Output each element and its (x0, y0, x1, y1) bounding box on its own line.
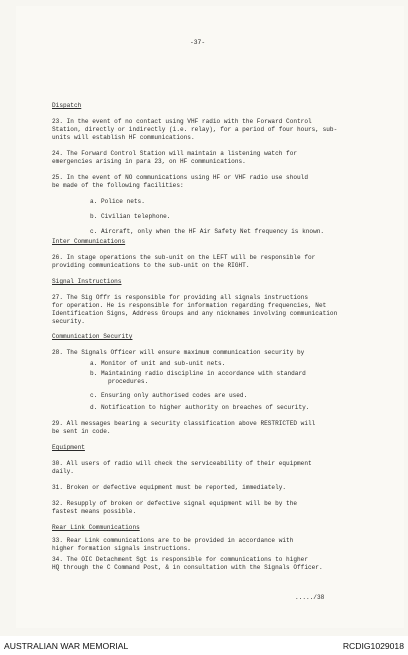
body-text-line: a. Police nets. (90, 198, 145, 205)
body-text-line: emergencies arising in para 23, on HF communications. (52, 158, 246, 165)
page-number: -37- (190, 39, 206, 46)
section-heading: Communication Security (52, 333, 133, 340)
body-text-line: 29. All messages bearing a security classification above RESTRICTED will (52, 420, 316, 427)
body-text-line: b. Civilian telephone. (90, 213, 171, 220)
body-text-line: security. (52, 318, 85, 325)
body-text-line: be made of the following facilities: (52, 182, 184, 189)
body-text-line: daily. (52, 468, 74, 475)
body-text-line: Identification Signs, Address Groups and any nicknames involving communication (52, 310, 338, 317)
body-text-line: d. Notification to higher authority on breaches of security. (90, 404, 310, 411)
section-heading: Equipment (52, 444, 85, 451)
body-text-line: be sent in code. (52, 428, 111, 435)
section-heading: Signal Instructions (52, 278, 122, 285)
body-text-line: c. Aircraft, only when the HF Air Safety Net frequency is known. (90, 228, 325, 235)
body-text-line: for operation. He is responsible for information regarding frequencies, Net (52, 302, 327, 309)
body-text-line: 30. All users of radio will check the serviceability of their equipment (52, 460, 312, 467)
body-text-line: 33. Rear Link communications are to be provided in accordance with (52, 537, 294, 544)
body-text-line: units will establish HF communications. (52, 134, 195, 141)
body-text-line: 26. In stage operations the sub-unit on the LEFT will be responsible for (52, 254, 316, 261)
body-text-line: procedures. (108, 378, 149, 385)
body-text-line: c. Ensuring only authorised codes are used. (90, 392, 248, 399)
body-text-line: 23. In the event of no contact using VHF radio with the Forward Control (52, 118, 312, 125)
body-text-line: 25. In the event of NO communications using HF or VHF radio use should (52, 174, 308, 181)
body-text-line: 32. Resupply of broken or defective signal equipment will be by the (52, 500, 298, 507)
body-text-line: fastest means possible. (52, 508, 137, 515)
body-text-line: HQ through the C Command Post, & in consultation with the Signals Officer. (52, 564, 323, 571)
body-text-line: providing communications to the sub-unit on the RIGHT. (52, 262, 250, 269)
body-text-line: 28. The Signals Officer will ensure maximum communication security by (52, 349, 305, 356)
section-heading: Rear Link Communications (52, 524, 140, 531)
footer-record-id: RCDIG1029018 (342, 641, 404, 651)
body-text-line: 34. The OIC Detachment Sgt is responsible for communications to higher (52, 556, 308, 563)
body-text-line: 31. Broken or defective equipment must be reported, immediately. (52, 484, 287, 491)
section-heading: Inter Communications (52, 238, 126, 245)
body-text-line: 27. The Sig Offr is responsible for providing all signals instructions (52, 294, 308, 301)
body-text-line: b. Maintaining radio discipline in accordance with standard (90, 370, 306, 377)
footer-institution: AUSTRALIAN WAR MEMORIAL (4, 641, 129, 651)
body-text-line: Station, directly or indirectly (i.e. relay), for a period of four hours, sub- (52, 126, 338, 133)
archive-footer (0, 636, 408, 654)
section-heading: Dispatch (52, 102, 82, 109)
body-text-line: higher formation signals instructions. (52, 545, 191, 552)
body-text-line: 24. The Forward Control Station will maintain a listening watch for (52, 150, 298, 157)
body-text-line: a. Monitor of unit and sub-unit nets. (90, 360, 226, 367)
continuation-marker: ...../38 (295, 594, 325, 601)
